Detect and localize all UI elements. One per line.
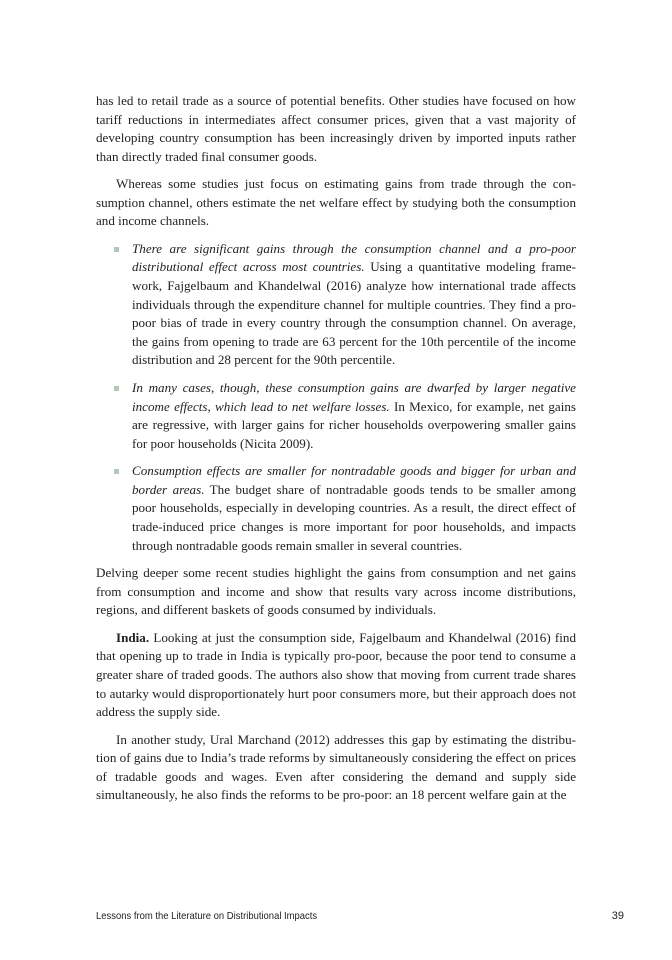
india-heading: India.: [116, 629, 150, 645]
bullet-lead-italic: In many cases, though, these consumption gains are dwarfed by larger negative income effects, which lead to net welfare losses.: [132, 379, 576, 414]
square-bullet-icon: [114, 469, 119, 474]
findings-list: [96, 240, 576, 556]
bullet-body: Using a quantitative modeling framework, Fajgelbaum and Khandelwal (2016) analyze how international trade affects individuals through the expenditure channel for multiple countries. They find a pro-poor bias of trade in every country through the consumption channel. On average, the gains from opening to trade are 63 percent for the 10th percentile of the income distribution and 28 percent for the 90th percentile.: [132, 259, 576, 368]
page-footer-number-area: [96, 910, 624, 926]
running-title: Lessons from the Literature on Distributional Impacts: [96, 910, 318, 922]
bullet-body: In Mexico, for example, net gains are regressive, with larger gains for richer households overpowering smaller gains for poor households (Nicita 2009).: [132, 398, 576, 451]
square-bullet-icon: [114, 247, 119, 252]
bullet-item-consumption-gains: [96, 240, 576, 370]
bullet-body: The budget share of nontradable goods tends to be smaller among poor households, especially in developing countries. As a result, the direct effect of trade-induced price changes is more important for poor households, and impacts through nontradable goods remain smaller in several countries.: [132, 481, 576, 553]
square-bullet-icon: [114, 386, 119, 391]
bullet-lead-italic: There are significant gains through the consumption channel and a pro-poor distributional effect across most countries.: [132, 240, 576, 275]
paragraph-ural-marchand: In another study, Ural Marchand (2012) addresses this gap by estimating the distribution of gains due to India’s trade reforms by simultaneously considering the effect on prices of tradable goods and wages. Even after considering the demand and supply side simultaneously, he also finds the reforms to be pro-poor: an 18 percent welfare gain at the: [96, 731, 576, 803]
paragraph-delving-deeper: Delving deeper some recent studies highlight the gains from consumption and net gains from consumption and income and show that results vary across income distributions, regions, and different baskets of goods consumed by individuals.: [96, 565, 576, 618]
bullet-lead-italic: Consumption effects are smaller for nontradable goods and bigger for urban and border areas.: [132, 463, 576, 497]
bullet-item-income-effects: [96, 379, 576, 453]
page-number: 39: [611, 910, 624, 922]
paragraph-india: [96, 629, 576, 722]
india-body: Looking at just the consumption side, Fajgelbaum and Khandelwal (2016) find that opening up to trade in India is typically pro-poor, because the poor tend to consume a greater share of traded goods. The authors also show that moving from current trade shares to autarky would disproportionately hurt poor consumers more, but their approach does not address the supply side.: [96, 629, 576, 720]
bullet-item-nontradable-goods: [96, 462, 576, 555]
paragraph-continued: has led to retail trade as a source of potential benefits. Other studies have focused on how tariff reductions in intermediates affect consumer prices, given that a vast majority of developing country consumption has been increasingly driven by imported inputs rather than directly traded final consumer goods.: [96, 93, 576, 164]
body-text: [96, 92, 576, 814]
paragraph-channels: Whereas some studies just focus on estimating gains from trade through the consumption channel, others estimate the net welfare effect by studying both the consumption and income channels.: [96, 176, 576, 229]
